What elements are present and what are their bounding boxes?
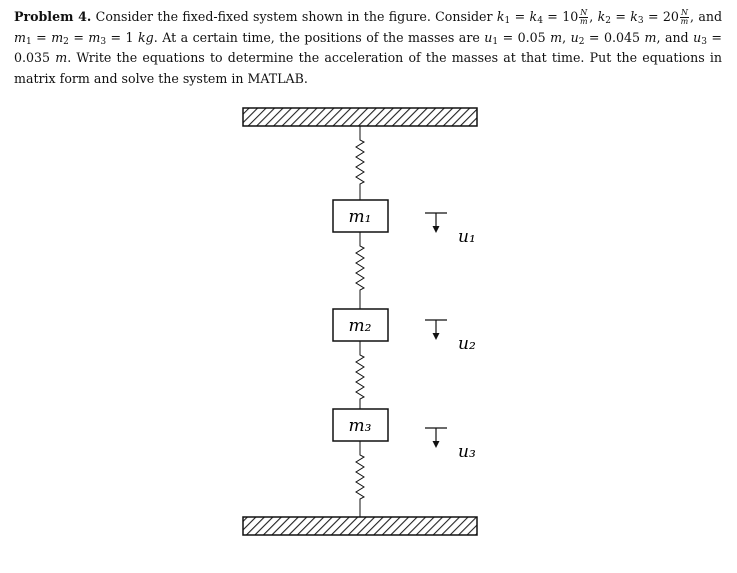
- mass-block-1: [333, 200, 388, 232]
- mass-block-2: [333, 309, 388, 341]
- mass-label-1: m₁: [348, 207, 372, 227]
- displacement-arrow-3: [425, 428, 447, 448]
- displacement-label-2: u₂: [458, 334, 476, 354]
- displacement-label-3: u₃: [458, 442, 476, 462]
- displacement-arrow-1: [425, 213, 447, 233]
- spring-k4: [356, 441, 364, 517]
- mass-label-2: m₂: [348, 316, 372, 336]
- spring-k2: [356, 232, 364, 309]
- spring-k1: [356, 126, 364, 200]
- top-support: [243, 108, 477, 126]
- spring-k3: [356, 341, 364, 409]
- mass-block-3: [333, 409, 388, 441]
- mass-label-3: m₃: [348, 416, 372, 436]
- bottom-support: [243, 517, 477, 535]
- displacement-arrow-2: [425, 320, 447, 340]
- problem-statement: Problem 4. Consider the fixed-fixed system shown in the figure. Consider $k_1 = k_4 = 10$ $\frac{N}{m}$ , $k_2 = k_3 = 20$ $\frac{N}{m}$ , and $m_1 = m_2 = m_3 = 1$ kg. At a certain time, the positions of the masses are $u_1 = 0.05$ m, $u_2 = 0.045$ m, and $u_3 = 0.035$ m. Write the equations to determine the acceleration of the masses at that time. Put the equations in matrix form and solve the system in MATLAB.: [14, 8, 723, 86]
- displacement-label-1: u₁: [458, 227, 476, 247]
- unit-fraction: $\frac{N}{m}$: [579, 8, 588, 26]
- problem-heading: Problem 4.: [14, 9, 92, 24]
- unit-fraction: $\frac{N}{m}$: [680, 8, 689, 26]
